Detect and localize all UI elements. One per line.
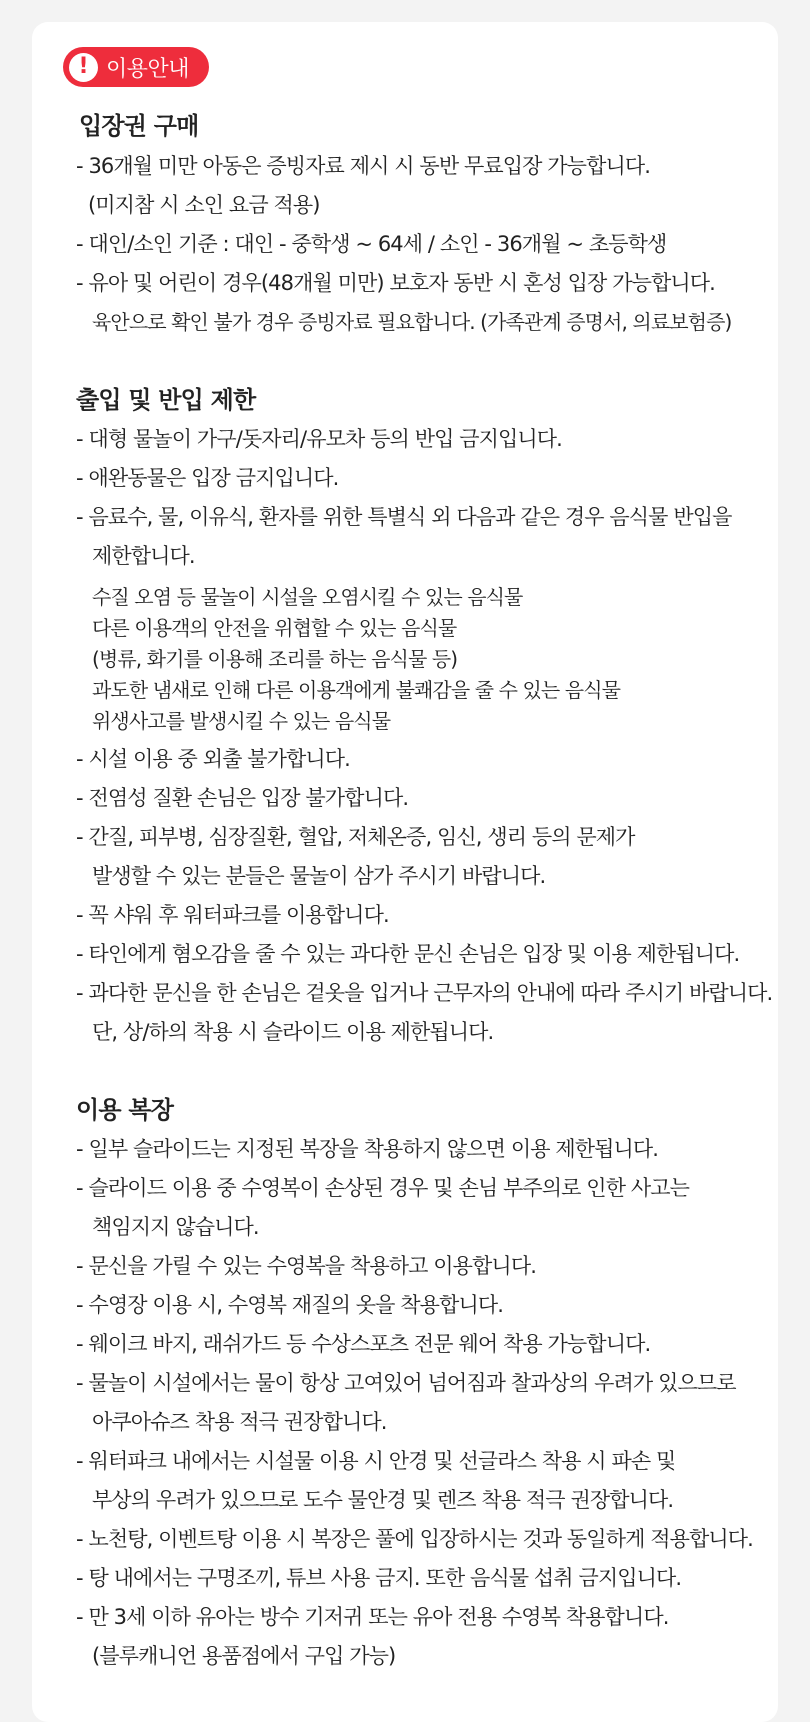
restriction-line: 제한합니다. [92, 544, 195, 568]
restriction-subline: 과도한 냄새로 인해 다른 이용객에게 불쾌감을 줄 수 있는 음식물 [92, 678, 621, 702]
restriction-subline: 위생사고를 발생시킬 수 있는 음식물 [92, 709, 391, 733]
restriction-line: - 대형 물놀이 가구/돗자리/유모차 등의 반입 금지입니다. [76, 427, 562, 451]
attire-line: 부상의 우려가 있으므로 도수 물안경 및 렌즈 착용 적극 권장합니다. [92, 1488, 674, 1512]
restriction-subline: 수질 오염 등 물놀이 시설을 오염시킬 수 있는 음식물 [92, 585, 523, 609]
attire-line: - 웨이크 바지, 래쉬가드 등 수상스포츠 전문 웨어 착용 가능합니다. [76, 1332, 651, 1356]
restriction-line: - 과다한 문신을 한 손님은 겉옷을 입거나 근무자의 안내에 따라 주시기 바랍니다. [76, 981, 773, 1005]
restriction-line: 단, 상/하의 착용 시 슬라이드 이용 제한됩니다. [92, 1020, 494, 1044]
restriction-line: - 타인에게 혐오감을 줄 수 있는 과다한 문신 손님은 입장 및 이용 제한됩니다. [76, 942, 740, 966]
restriction-line: - 꼭 샤워 후 워터파크를 이용합니다. [76, 903, 389, 927]
usage-info-badge [63, 47, 209, 87]
attire-line: - 일부 슬라이드는 지정된 복장을 착용하지 않으면 이용 제한됩니다. [76, 1137, 659, 1161]
attire-line: - 워터파크 내에서는 시설물 이용 시 안경 및 선글라스 착용 시 파손 및 [76, 1449, 676, 1473]
restriction-line: - 애완동물은 입장 금지입니다. [76, 466, 339, 490]
attire-line: (블루캐니언 용품점에서 구입 가능) [92, 1644, 396, 1668]
badge-label: 이용안내 [106, 56, 190, 82]
attire-line: - 물놀이 시설에서는 물이 항상 고여있어 넘어짐과 찰과상의 우려가 있으므로 [76, 1371, 736, 1395]
restriction-subline: (병류, 화기를 이용해 조리를 하는 음식물 등) [92, 647, 458, 671]
attire-line: - 수영장 이용 시, 수영복 재질의 옷을 착용합니다. [76, 1293, 503, 1317]
restriction-line: - 시설 이용 중 외출 불가합니다. [76, 747, 350, 771]
restriction-line: 발생할 수 있는 분들은 물놀이 삼가 주시기 바랍니다. [92, 864, 546, 888]
restriction-line: - 음료수, 물, 이유식, 환자를 위한 특별식 외 다음과 같은 경우 음식물 반입을 [76, 505, 732, 529]
ticket-line: (미지참 시 소인 요금 적용) [88, 193, 320, 217]
ticket-line: 육안으로 확인 불가 경우 증빙자료 필요합니다. (가족관계 증명서, 의료보험증) [92, 310, 732, 334]
ticket-line: - 36개월 미만 아동은 증빙자료 제시 시 동반 무료입장 가능합니다. [76, 154, 651, 178]
ticket-line: - 대인/소인 기준 : 대인 - 중학생 ~ 64세 / 소인 - 36개월 ~ 초등학생 [76, 232, 667, 256]
attire-line: 책임지지 않습니다. [92, 1215, 259, 1239]
attire-line: - 문신을 가릴 수 있는 수영복을 착용하고 이용합니다. [76, 1254, 536, 1278]
ticket-line: - 유아 및 어린이 경우(48개월 미만) 보호자 동반 시 혼성 입장 가능합니다. [76, 271, 715, 295]
attire-line: - 노천탕, 이벤트탕 이용 시 복장은 풀에 입장하시는 것과 동일하게 적용합니다. [76, 1527, 753, 1551]
exclamation-icon: ! [69, 53, 98, 82]
attire-line: - 만 3세 이하 유아는 방수 기저귀 또는 유아 전용 수영복 착용합니다. [76, 1605, 669, 1629]
attire-line: - 슬라이드 이용 중 수영복이 손상된 경우 및 손님 부주의로 인한 사고는 [76, 1176, 690, 1200]
restriction-subline: 다른 이용객의 안전을 위협할 수 있는 음식물 [92, 616, 457, 640]
attire-line: 아쿠아슈즈 착용 적극 권장합니다. [92, 1410, 387, 1434]
section-title-ticket: 입장권 구매 [79, 112, 199, 140]
restriction-line: - 전염성 질환 손님은 입장 불가합니다. [76, 786, 409, 810]
restriction-line: - 간질, 피부병, 심장질환, 혈압, 저체온증, 임신, 생리 등의 문제가 [76, 825, 635, 849]
attire-line: - 탕 내에서는 구명조끼, 튜브 사용 금지. 또한 음식물 섭취 금지입니다. [76, 1566, 682, 1590]
section-title-attire: 이용 복장 [76, 1096, 174, 1124]
section-title-restrictions: 출입 및 반입 제한 [76, 386, 256, 414]
